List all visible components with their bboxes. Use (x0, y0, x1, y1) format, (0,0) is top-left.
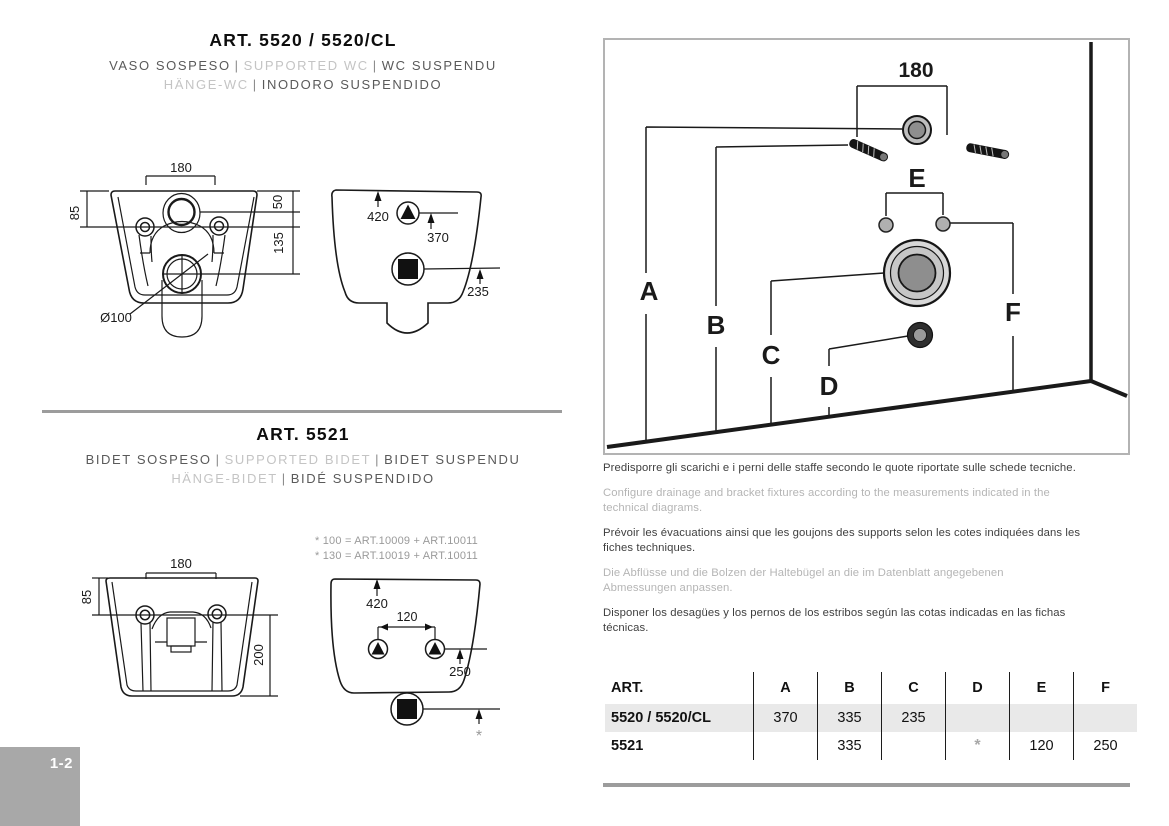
col-header-art: ART. (611, 680, 644, 696)
wc-section-header (41, 30, 565, 94)
wc-dim-drain: Ø100 (100, 310, 132, 325)
diagram-label-c: C (761, 340, 781, 370)
col-header-e: E (1010, 672, 1074, 704)
cell-d (946, 704, 1010, 732)
bidet-dim-inlet: 250 (449, 664, 471, 679)
bidet-dim-side: 85 (79, 589, 94, 605)
water-inlet-triangle (401, 205, 416, 220)
arrow-up (477, 269, 484, 279)
separator: | (234, 58, 240, 73)
bidet-title: ART. 5521 (256, 424, 350, 444)
bidet-note-1: * 100 = ART.10009 + ART.10011 (315, 535, 478, 547)
wc-dim-drain-h: 235 (467, 284, 489, 299)
section-divider (42, 410, 562, 413)
wc-name-es: INODORO SUSPENDIDO (261, 77, 443, 92)
main-drain-fitting (884, 240, 950, 306)
separator: | (252, 77, 258, 92)
wc-name-it: VASO SOSPESO (109, 58, 231, 73)
cell-e: 120 (1010, 732, 1074, 760)
water-inlet-triangle (372, 642, 385, 655)
table-row (605, 732, 1137, 760)
diagram-label-f: F (1005, 297, 1021, 327)
col-header-c: C (882, 672, 946, 704)
wc-title: ART. 5520 / 5520/CL (209, 30, 397, 50)
fixing-bolt-right (966, 143, 1010, 160)
instruction-es: Disponer los desagües y los pernos de los estribos según las cotas indicadas en las fichas técnicas. (603, 607, 1066, 634)
floor-line-right (1091, 381, 1127, 396)
cell-c (882, 732, 946, 760)
instruction-en: Configure drainage and bracket fixtures according to the measurements indicated in the technical diagrams. (603, 487, 1050, 514)
bidet-names-line2 (41, 469, 565, 488)
wc-dim-height: 420 (367, 209, 389, 224)
floor-line-left (607, 381, 1091, 447)
bidet-dim-star: * (475, 728, 483, 745)
bidet-names-line1 (41, 450, 565, 469)
bidet-section-header (41, 424, 565, 488)
separator: | (372, 58, 378, 73)
bidet-note-2: * 130 = ART.10019 + ART.10011 (315, 550, 478, 562)
small-drain-fitting (908, 323, 933, 348)
separator: | (215, 452, 221, 467)
bidet-dim-height: 200 (251, 644, 266, 666)
table-header-row (605, 672, 1137, 704)
col-header-f: F (1074, 672, 1138, 704)
col-header-a: A (754, 672, 818, 704)
cell-a (754, 732, 818, 760)
wc-names-line1 (41, 56, 565, 75)
arrow-left-inward (425, 624, 433, 631)
arrow-up (457, 649, 464, 659)
wc-dim-top: 50 (270, 194, 285, 210)
cell-f: 250 (1074, 732, 1138, 760)
wc-dim-side: 85 (67, 205, 82, 221)
table-row (605, 704, 1137, 732)
spec-table (605, 672, 1137, 760)
cell-f (1074, 704, 1138, 732)
instruction-fr: Prévoir les évacuations ainsi que les goujons des supports selon les cotes indiquées dans les fiches techniques. (603, 527, 1081, 554)
drain-square (397, 699, 417, 719)
footer-rule (603, 783, 1130, 787)
bracket-anchor-right (936, 217, 950, 231)
drain-square (398, 259, 418, 279)
installation-diagram (605, 40, 1128, 453)
diagram-label-b: B (706, 310, 726, 340)
bracket-anchor-left (879, 218, 893, 232)
wc-name-de: HÄNGE-WC (163, 77, 249, 92)
cell-e (1010, 704, 1074, 732)
wc-dim-width: 180 (170, 160, 192, 175)
bidet-name-de: HÄNGE-BIDET (171, 471, 278, 486)
fixing-bolt-left (848, 138, 889, 163)
bidet-dim-spacing: 120 (396, 610, 418, 624)
water-inlet-triangle (429, 642, 442, 655)
wc-name-en: SUPPORTED WC (243, 58, 369, 73)
cell-d: * (946, 732, 1010, 760)
wc-dim-mid: 135 (271, 232, 286, 254)
diagram-label-a: A (639, 276, 659, 306)
bidet-name-it: BIDET SOSPESO (85, 452, 212, 467)
cell-b: 335 (818, 732, 882, 760)
instructions-block (603, 461, 1108, 646)
arrow-up (476, 709, 483, 719)
page-number-tab (0, 747, 80, 826)
instruction-it: Predisporre gli scarichi e i perni delle staffe secondo le quote riportate sulle schede tecniche. (603, 462, 1076, 474)
bidet-name-es: BIDÉ SUSPENDIDO (290, 471, 435, 486)
col-header-d: D (946, 672, 1010, 704)
col-header-b: B (818, 672, 882, 704)
wc-names-line2 (41, 75, 565, 94)
bidet-technical-drawing (60, 555, 530, 760)
row-art-label: 5521 (611, 738, 644, 754)
bidet-dim-h420: 420 (366, 596, 388, 611)
wc-technical-drawing (60, 140, 530, 360)
wc-name-fr: WC SUSPENDU (381, 58, 497, 73)
bidet-name-fr: BIDET SUSPENDU (384, 452, 521, 467)
diagram-label-d: D (819, 371, 839, 401)
bidet-dim-width: 180 (170, 556, 192, 571)
diagram-label-e: E (908, 163, 926, 193)
cell-b: 335 (818, 704, 882, 732)
separator: | (281, 471, 287, 486)
bidet-name-en: SUPPORTED BIDET (224, 452, 372, 467)
row-art-label: 5520 / 5520/CL (611, 710, 711, 726)
cell-c: 235 (882, 704, 946, 732)
arrow-up (375, 191, 382, 201)
page-number: 1-2 (49, 755, 73, 772)
arrow-up (374, 579, 381, 589)
water-inlet-fitting (903, 116, 931, 144)
arrow-up (428, 213, 435, 223)
wc-dim-inlet: 370 (427, 230, 449, 245)
arrow-right-inward (380, 624, 388, 631)
installation-diagram-frame (603, 38, 1130, 455)
instruction-de: Die Abflüsse und die Bolzen der Haltebügel an die im Datenblatt angegebenen Abmessungen anpassen. (603, 567, 1004, 594)
diagram-dim-180: 180 (898, 59, 934, 82)
separator: | (375, 452, 381, 467)
cell-a: 370 (754, 704, 818, 732)
